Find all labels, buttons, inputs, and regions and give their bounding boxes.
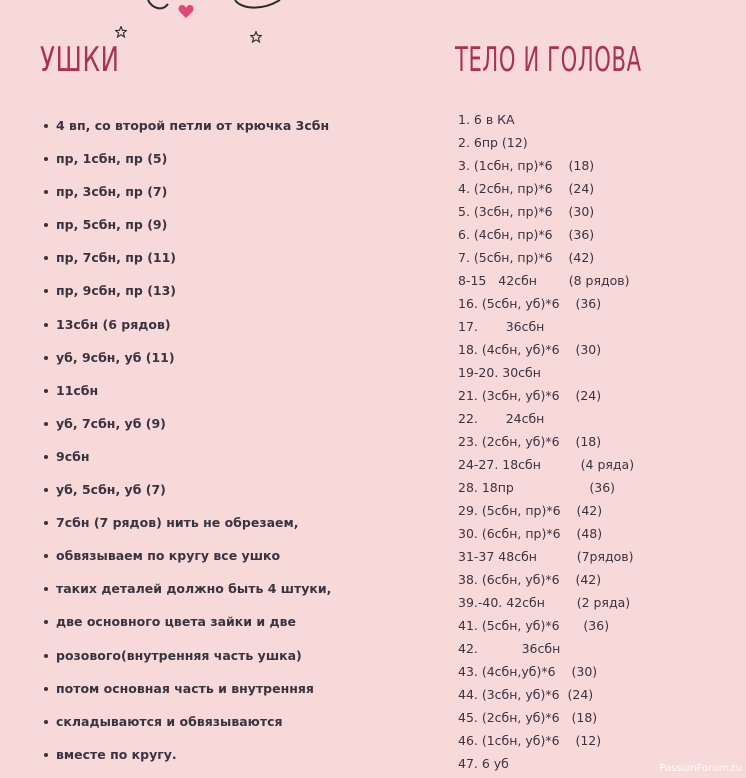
list-item: обвязываем по кругу все ушко	[44, 544, 331, 577]
watermark: PassionForum.ru	[659, 763, 742, 774]
list-item: 47. 6 уб	[458, 756, 509, 771]
list-item: 1. 6 в КА	[458, 112, 515, 127]
list-item: пр, 7сбн, пр (11)	[44, 246, 331, 279]
list-item: пр, 9сбн, пр (13)	[44, 279, 331, 312]
bullet-icon	[44, 654, 48, 658]
list-item: таких деталей должно быть 4 штуки,	[44, 577, 331, 610]
list-item: 11сбн	[44, 379, 331, 412]
list-item: 31-37 48сбн (7рядов)	[458, 549, 634, 564]
list-item: 9сбн	[44, 445, 331, 478]
list-item: 7. (5сбн, пр)*6 (42)	[458, 250, 595, 265]
bullet-icon	[44, 289, 48, 293]
list-item: 30. (6сбн, пр)*6 (48)	[458, 526, 603, 541]
list-item: вместе по кругу.	[44, 743, 331, 776]
bullet-icon	[44, 389, 48, 393]
list-item: 5. (3сбн, пр)*6 (30)	[458, 204, 595, 219]
list-item: 42. 36сбн	[458, 641, 561, 656]
list-item: уб, 7сбн, уб (9)	[44, 412, 331, 445]
list-item: 38. (6сбн, уб)*6 (42)	[458, 572, 602, 587]
bullet-icon	[44, 753, 48, 757]
list-item: уб, 5сбн, уб (7)	[44, 478, 331, 511]
body-head-heading: ТЕЛО И ГОЛОВА	[455, 40, 642, 80]
ears-heading: УШКИ	[40, 40, 120, 80]
list-item: две основного цвета зайки и две	[44, 610, 331, 643]
list-item: 46. (1сбн, уб)*6 (12)	[458, 733, 602, 748]
list-item: 4. (2сбн, пр)*6 (24)	[458, 181, 595, 196]
list-item: 13сбн (6 рядов)	[44, 313, 331, 346]
list-item: 19-20. 30сбн	[458, 365, 541, 380]
list-item: 28. 18пр (36)	[458, 480, 616, 495]
list-item: пр, 3сбн, пр (7)	[44, 180, 331, 213]
list-item: 22. 24сбн	[458, 411, 545, 426]
list-item: пр, 1сбн, пр (5)	[44, 147, 331, 180]
list-item: пр, 5сбн, пр (9)	[44, 213, 331, 246]
star-icon	[250, 31, 262, 43]
list-item: 21. (3сбн, уб)*6 (24)	[458, 388, 602, 403]
list-item: 4 вп, со второй петли от крючка 3сбн	[44, 114, 331, 147]
list-item: 3. (1сбн, пр)*6 (18)	[458, 158, 595, 173]
list-item: 18. (4сбн, уб)*6 (30)	[458, 342, 602, 357]
ears-instructions-list	[44, 114, 331, 776]
heart-icon	[178, 4, 194, 19]
list-item: 8-15 42сбн (8 рядов)	[458, 273, 630, 288]
bullet-icon	[44, 223, 48, 227]
bullet-icon	[44, 687, 48, 691]
bullet-icon	[44, 521, 48, 525]
list-item: 29. (5сбн, пр)*6 (42)	[458, 503, 603, 518]
bullet-icon	[44, 720, 48, 724]
bullet-icon	[44, 356, 48, 360]
list-item: 17. 36сбн	[458, 319, 545, 334]
bullet-icon	[44, 422, 48, 426]
list-item: 44. (3сбн, уб)*6 (24)	[458, 687, 594, 702]
star-icon	[115, 26, 127, 38]
list-item: 24-27. 18сбн (4 ряда)	[458, 457, 635, 472]
bullet-icon	[44, 157, 48, 161]
bullet-icon	[44, 323, 48, 327]
list-item: 41. (5сбн, уб)*6 (36)	[458, 618, 610, 633]
bullet-icon	[44, 124, 48, 128]
bullet-icon	[44, 587, 48, 591]
bullet-icon	[44, 488, 48, 492]
bullet-icon	[44, 256, 48, 260]
bullet-icon	[44, 190, 48, 194]
bullet-icon	[44, 455, 48, 459]
list-item: 45. (2сбн, уб)*6 (18)	[458, 710, 598, 725]
list-item: 6. (4сбн, пр)*6 (36)	[458, 227, 595, 242]
list-item: уб, 9сбн, уб (11)	[44, 346, 331, 379]
list-item: 2. 6пр (12)	[458, 135, 528, 150]
doodle-line	[140, 0, 300, 20]
list-item: 23. (2сбн, уб)*6 (18)	[458, 434, 602, 449]
bullet-icon	[44, 554, 48, 558]
list-item: 16. (5сбн, уб)*6 (36)	[458, 296, 602, 311]
list-item: 7сбн (7 рядов) нить не обрезаем,	[44, 511, 331, 544]
list-item: 39.-40. 42сбн (2 ряда)	[458, 595, 631, 610]
list-item: розового(внутренняя часть ушка)	[44, 644, 331, 677]
list-item: 43. (4сбн,уб)*6 (30)	[458, 664, 598, 679]
bullet-icon	[44, 620, 48, 624]
list-item: складываются и обвязываются	[44, 710, 331, 743]
body-head-instructions-list	[458, 109, 634, 776]
list-item: потом основная часть и внутренняя	[44, 677, 331, 710]
